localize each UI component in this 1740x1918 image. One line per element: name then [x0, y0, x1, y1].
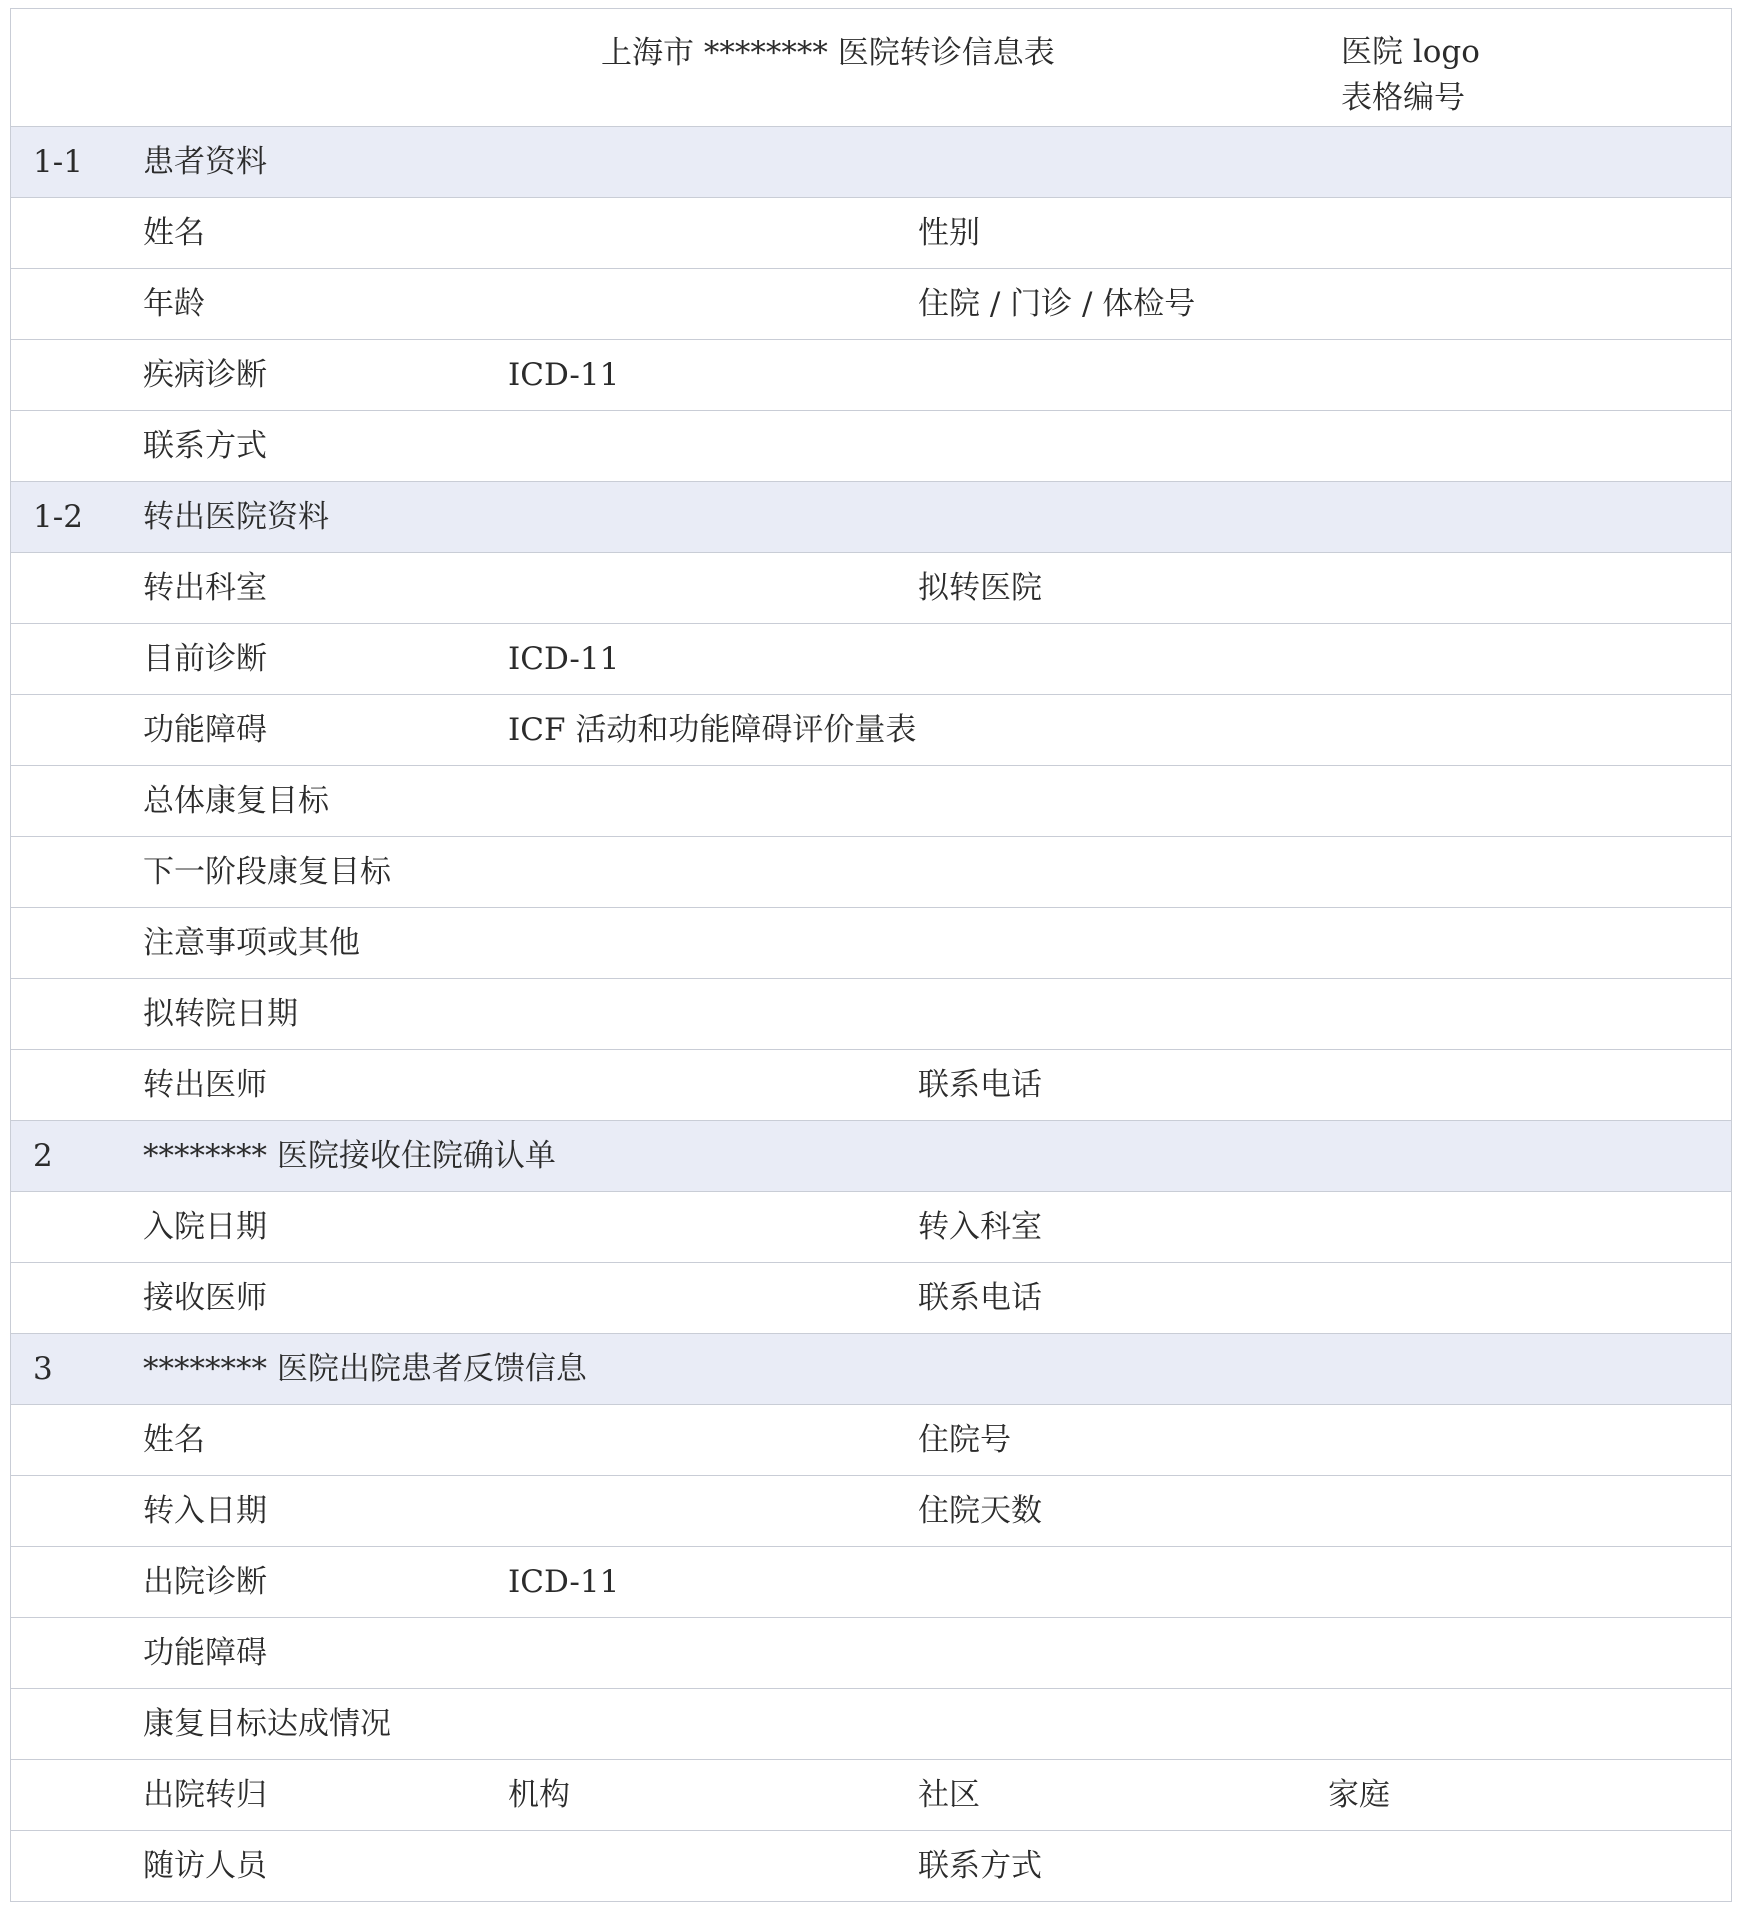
table-row	[11, 1405, 1731, 1476]
table-row	[11, 340, 1731, 411]
field-label-2: 拟转医院	[918, 570, 1042, 606]
table-row	[11, 198, 1731, 269]
field-label: 目前诊断	[143, 641, 267, 677]
form-rows	[11, 127, 1731, 1902]
table-row	[11, 1192, 1731, 1263]
section-number: 1-1	[33, 144, 83, 180]
table-row	[11, 1050, 1731, 1121]
table-row	[11, 766, 1731, 837]
table-row	[11, 1689, 1731, 1760]
field-label-2: 住院 / 门诊 / 体检号	[918, 286, 1196, 322]
table-row	[11, 553, 1731, 624]
field-value: ICF 活动和功能障碍评价量表	[508, 712, 917, 748]
table-row	[11, 1760, 1731, 1831]
form-number-label: 表格编号	[1341, 80, 1465, 116]
table-row	[11, 1831, 1731, 1902]
table-row	[11, 1547, 1731, 1618]
form-title: 上海市 ******** 医院转诊信息表	[601, 35, 1055, 71]
field-label: 年龄	[143, 286, 205, 322]
section-header-row	[11, 482, 1731, 553]
section-title: ******** 医院接收住院确认单	[143, 1138, 556, 1174]
field-value: ICD-11	[508, 357, 620, 393]
field-label: 功能障碍	[143, 712, 267, 748]
field-label: 功能障碍	[143, 1635, 267, 1671]
field-label-2: 社区	[918, 1777, 980, 1813]
section-header-row	[11, 1121, 1731, 1192]
field-label-2: 转入科室	[918, 1209, 1042, 1245]
section-number: 1-2	[33, 499, 83, 535]
referral-form-table	[10, 8, 1732, 1902]
field-label: 联系方式	[143, 428, 267, 464]
field-label: 疾病诊断	[143, 357, 267, 393]
field-label: 出院转归	[143, 1777, 267, 1813]
field-label-2: 联系方式	[918, 1848, 1042, 1884]
table-row	[11, 979, 1731, 1050]
field-label: 转入日期	[143, 1493, 267, 1529]
table-row	[11, 624, 1731, 695]
field-value: ICD-11	[508, 641, 620, 677]
field-label: 注意事项或其他	[143, 925, 360, 961]
field-value-2: 家庭	[1328, 1777, 1390, 1813]
field-value: 机构	[508, 1777, 570, 1813]
field-label-2: 住院号	[918, 1422, 1011, 1458]
field-label: 拟转院日期	[143, 996, 298, 1032]
field-label: 接收医师	[143, 1280, 267, 1316]
section-title: 转出医院资料	[143, 499, 329, 535]
field-label: 姓名	[143, 215, 205, 251]
field-label: 转出科室	[143, 570, 267, 606]
field-label: 康复目标达成情况	[143, 1706, 391, 1742]
hospital-logo-placeholder: 医院 logo	[1341, 34, 1480, 70]
section-title: 患者资料	[143, 144, 267, 180]
section-number: 2	[33, 1138, 53, 1174]
field-label: 转出医师	[143, 1067, 267, 1103]
field-label-2: 联系电话	[918, 1067, 1042, 1103]
field-label-2: 住院天数	[918, 1493, 1042, 1529]
form-header	[11, 9, 1731, 127]
section-title: ******** 医院出院患者反馈信息	[143, 1351, 587, 1387]
table-row	[11, 269, 1731, 340]
logo-block	[1341, 29, 1480, 121]
field-label: 入院日期	[143, 1209, 267, 1245]
section-header-row	[11, 127, 1731, 198]
section-number: 3	[33, 1351, 53, 1387]
table-row	[11, 837, 1731, 908]
field-label: 下一阶段康复目标	[143, 854, 391, 890]
table-row	[11, 695, 1731, 766]
field-label: 总体康复目标	[143, 783, 329, 819]
table-row	[11, 908, 1731, 979]
field-label: 出院诊断	[143, 1564, 267, 1600]
field-value: ICD-11	[508, 1564, 620, 1600]
table-row	[11, 1263, 1731, 1334]
field-label: 姓名	[143, 1422, 205, 1458]
field-label-2: 联系电话	[918, 1280, 1042, 1316]
table-row	[11, 1476, 1731, 1547]
section-header-row	[11, 1334, 1731, 1405]
table-row	[11, 411, 1731, 482]
field-label: 随访人员	[143, 1848, 267, 1884]
field-label-2: 性别	[918, 215, 980, 251]
table-row	[11, 1618, 1731, 1689]
